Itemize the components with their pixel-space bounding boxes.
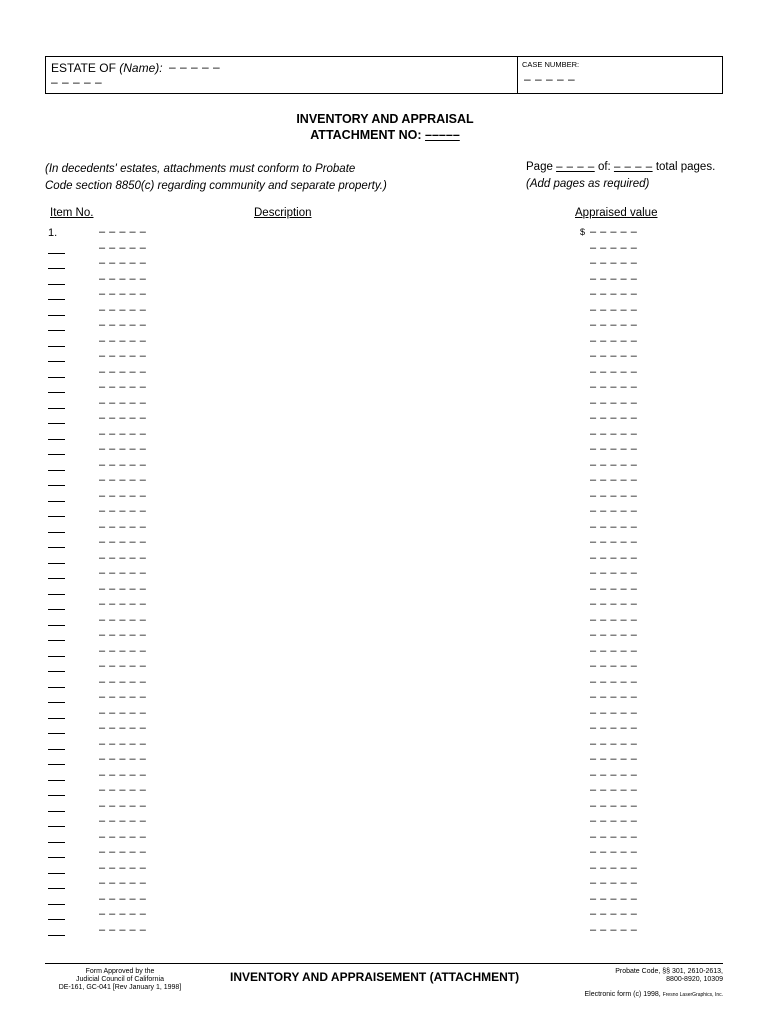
table-row xyxy=(0,335,770,351)
description-field[interactable]: – – – – – xyxy=(99,892,147,905)
appraised-value-field[interactable]: – – – – – xyxy=(590,381,638,393)
appraised-value-field[interactable]: – – – – – xyxy=(590,644,638,657)
description-field[interactable]: – – – – – xyxy=(99,489,147,502)
table-row xyxy=(0,226,770,242)
appraised-value-field[interactable]: – – – – – xyxy=(590,288,638,300)
item-number-field[interactable] xyxy=(48,831,65,843)
table-row xyxy=(0,474,770,490)
description-field[interactable]: – – – – – xyxy=(99,691,147,703)
footer-title: INVENTORY AND APPRAISEMENT (ATTACHMENT) xyxy=(230,970,520,984)
appraised-value-field[interactable]: – – – – – xyxy=(590,226,638,238)
appraised-value-field[interactable]: – – – – – xyxy=(590,923,638,936)
table-row xyxy=(0,815,770,831)
table-row xyxy=(0,567,770,583)
item-number-field[interactable] xyxy=(48,288,65,300)
table-row xyxy=(0,490,770,506)
item-number-field[interactable] xyxy=(48,908,65,920)
item-number-field[interactable] xyxy=(48,319,65,331)
item-number-field[interactable] xyxy=(48,350,65,362)
item-number-field[interactable] xyxy=(48,474,65,486)
description-field[interactable]: – – – – – xyxy=(99,226,147,238)
item-number-field[interactable] xyxy=(48,459,65,471)
appraised-value-field[interactable]: – – – – – xyxy=(590,241,638,254)
appraised-value-field[interactable]: – – – – – xyxy=(590,536,638,548)
description-field[interactable]: – – – – – xyxy=(99,567,147,579)
description-field[interactable]: – – – – – xyxy=(99,257,147,269)
table-row xyxy=(0,536,770,552)
footer-divider xyxy=(45,963,723,964)
table-row xyxy=(0,443,770,459)
description-field[interactable]: – – – – – xyxy=(99,427,147,440)
appraised-value-field[interactable]: – – – – – xyxy=(590,551,638,564)
appraised-value-field[interactable]: – – – – – xyxy=(590,830,638,843)
description-field[interactable]: – – – – – xyxy=(99,365,147,378)
table-row xyxy=(0,831,770,847)
description-field[interactable]: – – – – – xyxy=(99,443,147,455)
probate-code-reference: Probate Code, §§ 301, 2610-2613, 8800-8920, 10309 xyxy=(615,968,723,983)
item-number-field[interactable] xyxy=(48,691,65,703)
table-row xyxy=(0,722,770,738)
item-number-field[interactable] xyxy=(48,273,65,285)
table-row xyxy=(0,893,770,909)
table-row xyxy=(0,614,770,630)
appraised-value-field[interactable]: – – – – – xyxy=(590,520,638,533)
description-field[interactable]: – – – – – xyxy=(99,908,147,920)
item-number-field[interactable] xyxy=(48,381,65,393)
item-number-field[interactable] xyxy=(48,877,65,889)
description-field[interactable]: – – – – – xyxy=(99,272,147,285)
appraised-value-field[interactable]: – – – – – xyxy=(590,722,638,734)
item-number-field[interactable] xyxy=(48,536,65,548)
item-number-field[interactable] xyxy=(48,660,65,672)
table-row xyxy=(0,738,770,754)
description-field[interactable]: – – – – – xyxy=(99,815,147,827)
table-row xyxy=(0,288,770,304)
description-field[interactable]: – – – – – xyxy=(99,923,147,936)
appraised-value-field[interactable]: – – – – – xyxy=(590,474,638,486)
description-field[interactable]: – – – – – xyxy=(99,799,147,812)
appraised-value-field[interactable]: – – – – – xyxy=(590,691,638,703)
table-row xyxy=(0,304,770,320)
page-number-field[interactable]: – – – – xyxy=(556,161,595,173)
item-number-field[interactable] xyxy=(48,521,65,533)
item-number-field[interactable] xyxy=(48,583,65,595)
item-number-field[interactable] xyxy=(48,366,65,378)
page-info: Page – – – – of: – – – – total pages. xyxy=(526,161,716,173)
description-field[interactable]: – – – – – xyxy=(99,536,147,548)
appraised-value-field[interactable]: – – – – – xyxy=(590,753,638,765)
appraised-value-field[interactable]: – – – – – xyxy=(590,365,638,378)
item-number-field[interactable] xyxy=(48,242,65,254)
description-field[interactable]: – – – – – xyxy=(99,582,147,595)
form-title: INVENTORY AND APPRAISAL xyxy=(296,112,474,126)
table-row xyxy=(0,505,770,521)
item-number-field[interactable] xyxy=(48,304,65,316)
description-field[interactable]: – – – – – xyxy=(99,768,147,781)
appraised-value-field[interactable]: – – – – – xyxy=(590,257,638,269)
table-row xyxy=(0,397,770,413)
item-number-field[interactable] xyxy=(48,645,65,657)
description-field[interactable]: – – – – – xyxy=(99,706,147,719)
appraised-value-field[interactable]: – – – – – xyxy=(590,319,638,331)
item-number-field[interactable] xyxy=(48,443,65,455)
description-field[interactable]: – – – – – xyxy=(99,381,147,393)
item-number-field[interactable] xyxy=(48,335,65,347)
table-row xyxy=(0,707,770,723)
appraised-value-field[interactable]: – – – – – xyxy=(590,629,638,641)
appraised-value-field[interactable]: – – – – – xyxy=(590,412,638,424)
table-row xyxy=(0,459,770,475)
item-number-field[interactable] xyxy=(48,567,65,579)
appraised-value-field[interactable]: – – – – – xyxy=(590,458,638,471)
table-row xyxy=(0,412,770,428)
table-row xyxy=(0,877,770,893)
description-field[interactable]: – – – – – xyxy=(99,753,147,765)
table-row xyxy=(0,676,770,692)
estate-header-box xyxy=(45,56,723,94)
header-divider xyxy=(517,57,518,93)
appraised-value-field[interactable]: – – – – – xyxy=(590,815,638,827)
table-row xyxy=(0,846,770,862)
item-number-field[interactable] xyxy=(48,412,65,424)
table-row xyxy=(0,800,770,816)
item-no-header: Item No. xyxy=(50,207,94,219)
currency-symbol: $ xyxy=(580,227,586,237)
appraised-value-field[interactable]: – – – – – xyxy=(590,303,638,316)
appraised-value-field[interactable]: – – – – – xyxy=(590,613,638,626)
item-number-field[interactable] xyxy=(48,815,65,827)
appraised-value-field[interactable]: – – – – – xyxy=(590,396,638,409)
item-number-field[interactable] xyxy=(48,800,65,812)
item-number-field[interactable] xyxy=(48,257,65,269)
table-row xyxy=(0,583,770,599)
inventory-table xyxy=(0,226,770,939)
form-approval-note: Form Approved by the Judicial Council of California DE-161, GC-041 [Rev January 1, 1998] xyxy=(58,968,182,991)
appraised-value-header: Appraised value xyxy=(575,207,658,219)
appraised-value-field[interactable]: – – – – – xyxy=(590,877,638,889)
table-row xyxy=(0,257,770,273)
item-number-field[interactable] xyxy=(48,769,65,781)
appraised-value-field[interactable]: – – – – – xyxy=(590,505,638,517)
appraised-value-field[interactable]: – – – – – xyxy=(590,567,638,579)
description-field[interactable]: – – – – – xyxy=(99,412,147,424)
description-field[interactable]: – – – – – xyxy=(99,722,147,734)
description-field[interactable]: – – – – – xyxy=(99,598,147,610)
attachment-title: ATTACHMENT NO: ––––– xyxy=(310,128,460,142)
table-row xyxy=(0,908,770,924)
attachment-number-field[interactable]: ––––– xyxy=(425,128,460,142)
table-row xyxy=(0,784,770,800)
item-number-field[interactable] xyxy=(48,397,65,409)
table-row xyxy=(0,381,770,397)
table-row xyxy=(0,273,770,289)
appraised-value-field[interactable]: – – – – – xyxy=(590,892,638,905)
appraised-value-field[interactable]: – – – – – xyxy=(590,443,638,455)
table-row xyxy=(0,242,770,258)
description-field[interactable]: – – – – – xyxy=(99,877,147,889)
item-number-field[interactable] xyxy=(48,707,65,719)
description-field[interactable]: – – – – – xyxy=(99,846,147,858)
item-number-field[interactable] xyxy=(48,846,65,858)
item-number-field[interactable] xyxy=(48,722,65,734)
item-number-field[interactable] xyxy=(48,629,65,641)
table-row xyxy=(0,428,770,444)
table-row xyxy=(0,769,770,785)
add-pages-note: (Add pages as required) xyxy=(526,178,650,190)
appraised-value-field[interactable]: – – – – – xyxy=(590,350,638,362)
appraised-value-field[interactable]: – – – – – xyxy=(590,272,638,285)
item-number-field[interactable] xyxy=(48,924,65,936)
item-number-field[interactable] xyxy=(48,676,65,688)
item-number-field[interactable] xyxy=(48,552,65,564)
item-number-field[interactable] xyxy=(48,862,65,874)
description-field[interactable]: – – – – – xyxy=(99,241,147,254)
item-number-field[interactable]: 1. xyxy=(48,227,58,239)
item-number-field[interactable] xyxy=(48,753,65,765)
item-number-field[interactable] xyxy=(48,505,65,517)
table-row xyxy=(0,691,770,707)
description-field[interactable]: – – – – – xyxy=(99,861,147,874)
item-number-field[interactable] xyxy=(48,490,65,502)
appraised-value-field[interactable]: – – – – – xyxy=(590,799,638,812)
table-row xyxy=(0,629,770,645)
case-number-field[interactable]: – – – – – xyxy=(524,72,576,86)
table-row xyxy=(0,598,770,614)
description-field[interactable]: – – – – – xyxy=(99,784,147,796)
description-field[interactable]: – – – – – xyxy=(99,660,147,672)
description-field[interactable]: – – – – – xyxy=(99,319,147,331)
description-field[interactable]: – – – – – xyxy=(99,350,147,362)
estate-name-field[interactable]: – – – – – xyxy=(169,60,221,74)
description-field[interactable]: – – – – – xyxy=(99,458,147,471)
table-row xyxy=(0,366,770,382)
name-label: (Name) xyxy=(119,61,160,75)
description-field[interactable]: – – – – – xyxy=(99,551,147,564)
description-field[interactable]: – – – – – xyxy=(99,629,147,641)
table-row xyxy=(0,645,770,661)
table-row xyxy=(0,350,770,366)
description-field[interactable]: – – – – – xyxy=(99,830,147,843)
appraised-value-field[interactable]: – – – – – xyxy=(590,660,638,672)
table-row xyxy=(0,924,770,940)
appraised-value-field[interactable]: – – – – – xyxy=(590,861,638,874)
item-number-field[interactable] xyxy=(48,738,65,750)
description-header: Description xyxy=(254,207,312,219)
item-number-field[interactable] xyxy=(48,784,65,796)
description-field[interactable]: – – – – – xyxy=(99,520,147,533)
description-field[interactable]: – – – – – xyxy=(99,675,147,688)
electronic-form-note: Electronic form (c) 1998, Fresno LaserGraphics, Inc. xyxy=(584,991,723,998)
description-field[interactable]: – – – – – xyxy=(99,737,147,750)
table-row xyxy=(0,660,770,676)
appraised-value-field[interactable]: – – – – – xyxy=(590,582,638,595)
description-field[interactable]: – – – – – xyxy=(99,613,147,626)
description-field[interactable]: – – – – – xyxy=(99,474,147,486)
appraised-value-field[interactable]: – – – – – xyxy=(590,737,638,750)
description-field[interactable]: – – – – – xyxy=(99,505,147,517)
table-row xyxy=(0,552,770,568)
case-number-label: CASE NUMBER: xyxy=(522,60,580,69)
estate-of-label: ESTATE OF (Name): xyxy=(51,61,163,75)
appraised-value-field[interactable]: – – – – – xyxy=(590,675,638,688)
appraised-value-field[interactable]: – – – – – xyxy=(590,598,638,610)
appraised-value-field[interactable]: – – – – – xyxy=(590,334,638,347)
estate-name-field-line2[interactable]: – – – – – xyxy=(51,75,103,89)
table-row xyxy=(0,862,770,878)
table-row xyxy=(0,319,770,335)
table-row xyxy=(0,753,770,769)
appraised-value-field[interactable]: – – – – – xyxy=(590,908,638,920)
appraised-value-field[interactable]: – – – – – xyxy=(590,846,638,858)
description-field[interactable]: – – – – – xyxy=(99,288,147,300)
table-row xyxy=(0,521,770,537)
appraised-value-field[interactable]: – – – – – xyxy=(590,784,638,796)
appraised-value-field[interactable]: – – – – – xyxy=(590,768,638,781)
description-field[interactable]: – – – – – xyxy=(99,303,147,316)
item-number-field[interactable] xyxy=(48,614,65,626)
item-number-field[interactable] xyxy=(48,893,65,905)
item-number-field[interactable] xyxy=(48,598,65,610)
appraised-value-field[interactable]: – – – – – xyxy=(590,706,638,719)
total-pages-field[interactable]: – – – – xyxy=(613,161,653,173)
description-field[interactable]: – – – – – xyxy=(99,396,147,409)
item-number-field[interactable] xyxy=(48,428,65,440)
description-field[interactable]: – – – – – xyxy=(99,334,147,347)
instructions: (In decedents' estates, attachments must conform to Probate Code section 8850(c) regarding community and separate property.) xyxy=(45,163,387,192)
appraised-value-field[interactable]: – – – – – xyxy=(590,489,638,502)
appraised-value-field[interactable]: – – – – – xyxy=(590,427,638,440)
description-field[interactable]: – – – – – xyxy=(99,644,147,657)
